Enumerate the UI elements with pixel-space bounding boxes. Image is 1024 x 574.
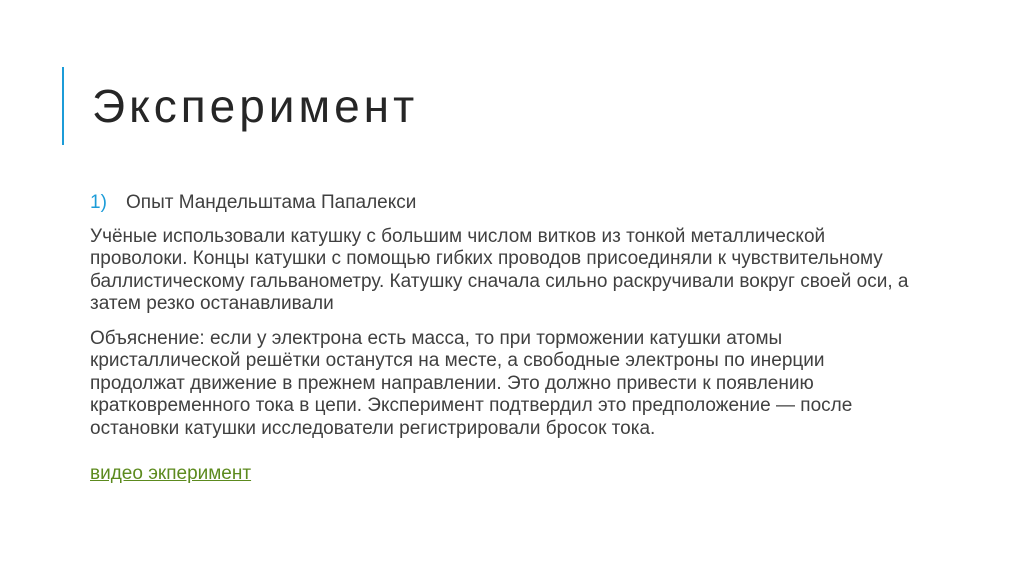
item-number: 1) [90, 192, 107, 213]
description-paragraph: Учёные использовали катушку с большим числом витков из тонкой металлической проволоки. Концы катушки с помощью гибких проводов присоединяли к чувствительному баллистическому гальванометру. Катушку сначала сильно раскручивали вокруг своей оси, а затем резко останавливали [90, 225, 909, 314]
title-accent-bar [62, 67, 64, 145]
explanation-paragraph: Объяснение: если у электрона есть масса, то при торможении катушки атомы кристаллической решётки останутся на месте, а свободные электроны по инерции продолжат движение в прежнем направлении. Это должно привести к появлению кратковременного тока в цепи. Эксперимент подтвердил это предположение — после остановки катушки исследователи регистрировали бросок тока. [90, 327, 853, 439]
item-text: Опыт Мандельштама Папалекси [126, 192, 417, 213]
slide-content [90, 192, 920, 486]
numbered-item [90, 192, 920, 215]
video-link[interactable]: видео экперимент [90, 463, 252, 484]
slide-title: Эксперимент [92, 80, 419, 132]
